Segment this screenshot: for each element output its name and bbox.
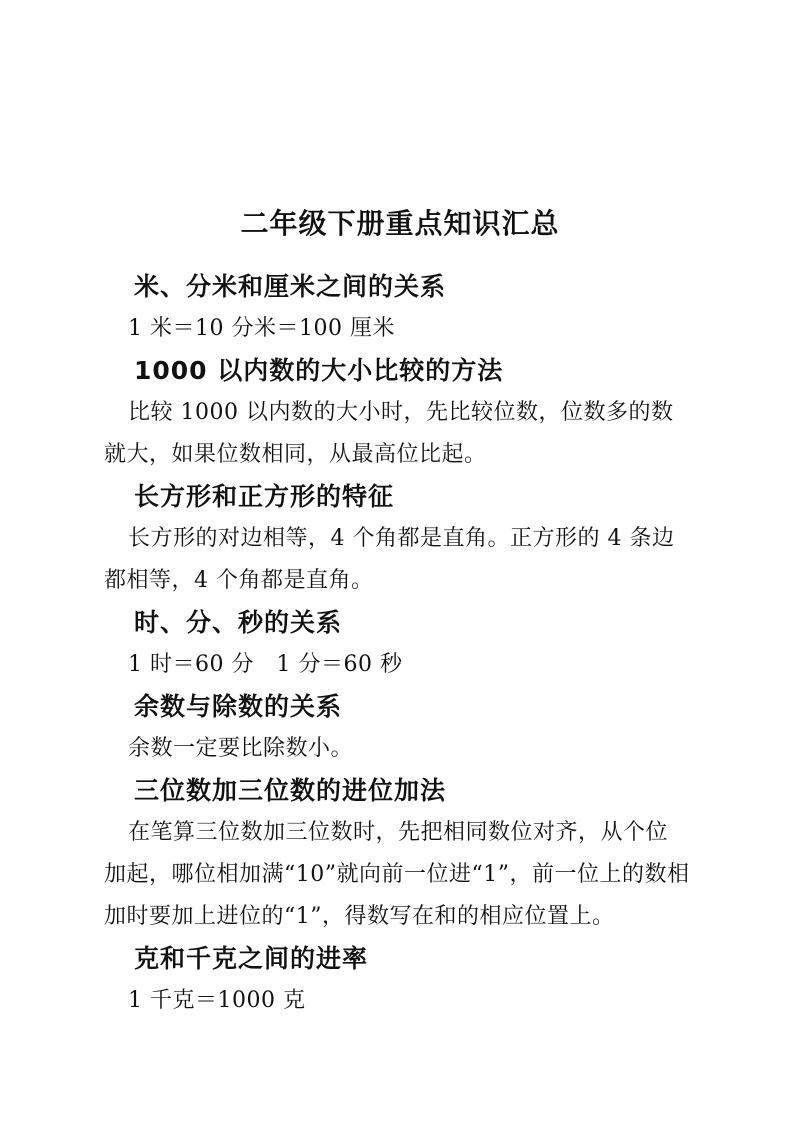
content-body <box>104 266 728 1022</box>
paragraph-line: 余数一定要比除数小。 <box>128 736 354 761</box>
paragraph-line: 比较 1000 以内数的大小时，先比较位数，位数多的数 <box>128 400 674 425</box>
section-body-carry-addition <box>104 812 728 938</box>
paragraph-line: 在笔算三位数加三位数时，先把相同数位对齐，从个位 <box>128 820 669 845</box>
section-heading-mass-units: 克和千克之间的进率 <box>134 944 369 973</box>
paragraph-line: 加起，哪位相加满“10”就向前一位进“1”，前一位上的数相 <box>104 862 690 887</box>
section-heading-remainder-divisor: 余数与除数的关系 <box>134 692 343 721</box>
section-body-mass-units <box>128 980 728 1022</box>
section-heading-length-units: 米、分米和厘米之间的关系 <box>134 272 447 301</box>
paragraph-line: 1 时＝60 分 1 分＝60 秒 <box>128 652 403 677</box>
section-heading-carry-addition: 三位数加三位数的进位加法 <box>134 776 447 805</box>
page-title: 二年级下册重点知识汇总 <box>240 207 560 240</box>
section-body-rectangle-square <box>104 518 728 602</box>
section-body-time-units <box>128 644 728 686</box>
section-body-number-comparison <box>104 392 728 476</box>
paragraph-line: 都相等，4 个角都是直角。 <box>104 568 374 593</box>
section-heading-time-units: 时、分、秒的关系 <box>134 608 343 637</box>
paragraph-line: 长方形的对边相等，4 个角都是直角。正方形的 4 条边 <box>128 526 675 551</box>
paragraph-line: 就大，如果位数相同，从最高位比起。 <box>104 442 487 467</box>
paragraph-line: 1 千克＝1000 克 <box>128 988 306 1013</box>
paragraph-line: 1 米＝10 分米＝100 厘米 <box>128 316 395 341</box>
section-body-remainder-divisor <box>128 728 728 770</box>
paragraph-line: 加时要加上进位的“1”，得数写在和的相应位置上。 <box>104 904 615 929</box>
section-heading-number-comparison: 1000 以内数的大小比较的方法 <box>134 356 504 385</box>
section-heading-rectangle-square: 长方形和正方形的特征 <box>134 482 395 511</box>
section-body-length-units <box>128 308 728 350</box>
